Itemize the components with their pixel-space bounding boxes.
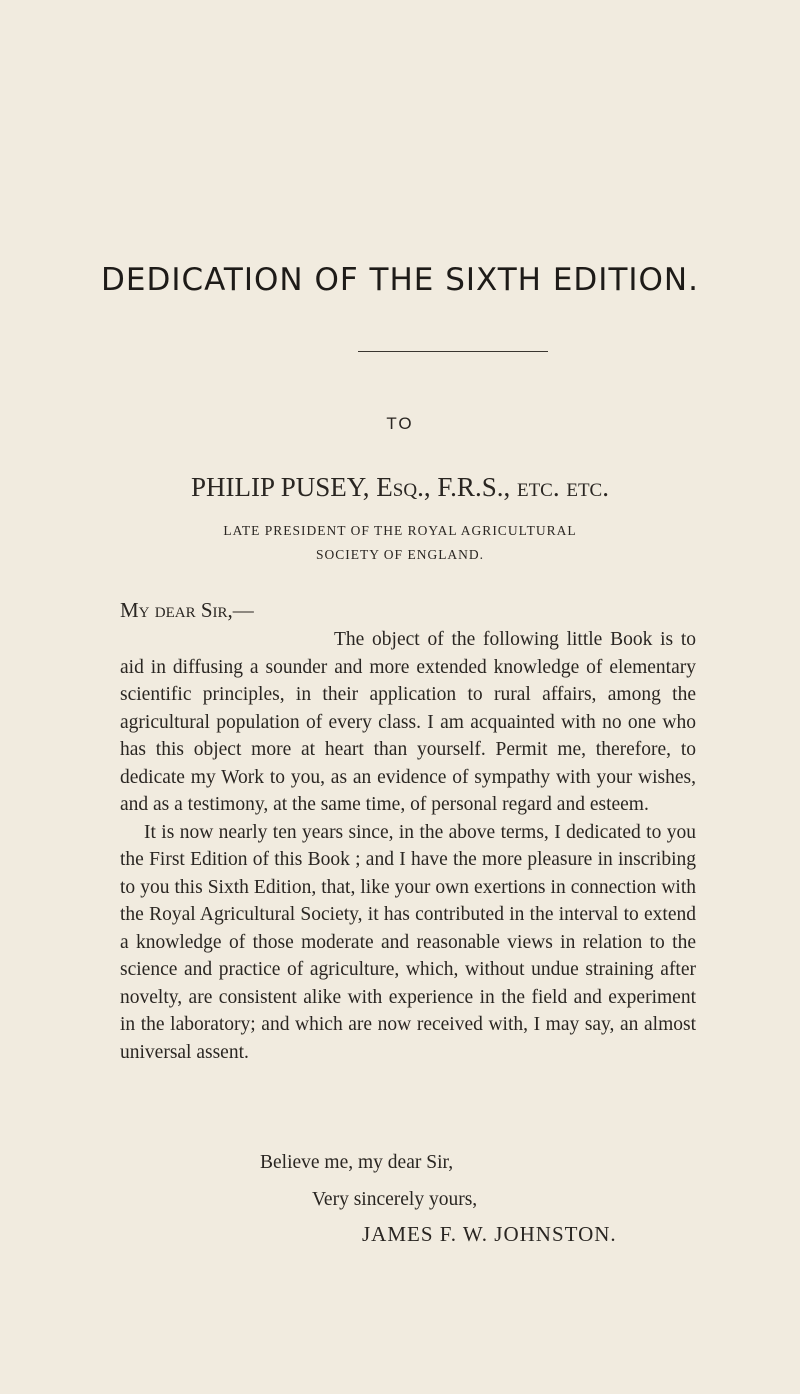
dedicatee-name xyxy=(0,472,800,503)
signature: JAMES F. W. JOHNSTON. xyxy=(362,1222,617,1246)
paragraph-2: It is now nearly ten years since, in the above terms, I dedicated to you the First Edition of this Book ; and I have the more pleasure in inscribing to you this Sixth Edition, that, like your own exertions in connection with the Royal Agricultural Society, it has contributed in the interval to extend a knowledge of those moderate and reasonable views in relation to the science and practice of agriculture, which, without undue straining after novelty, are consistent alike with experience in the field and experiment in the laboratory; and which are now received with, I may say, an almost universal assent. xyxy=(120,821,696,1063)
closing-line-1: Believe me, my dear Sir, xyxy=(260,1152,454,1173)
closing-line-2: Very sincerely yours, xyxy=(312,1189,478,1210)
subtitle-line-1: LATE PRESIDENT OF THE ROYAL AGRICULTURAL xyxy=(223,523,577,538)
to-label: TO xyxy=(386,414,414,433)
divider-rule xyxy=(358,351,548,352)
subtitle-line-2: SOCIETY OF ENGLAND. xyxy=(315,547,485,562)
dedicatee-name-text: PHILIP PUSEY, xyxy=(191,472,370,502)
dedicatee-titles: Esq., F.R.S., etc. etc. xyxy=(376,472,609,502)
paragraph-1: The object of the following little Book is to aid in diffusing a sounder and more extended knowledge of elementary scientific principles, in their application to rural affairs, among the agricultural population of every class. I am acquainted with no one who has this object more at heart than yourself. Permit me, therefore, to dedicate my Work to you, as an evidence of sympathy with your wishes, and as a testimony, at the same time, of personal regard and esteem. xyxy=(120,629,696,815)
salutation: My dear Sir,— xyxy=(120,598,254,622)
page-heading: DEDICATION OF THE SIXTH EDITION. xyxy=(101,262,699,298)
dedication-body xyxy=(120,626,696,1066)
